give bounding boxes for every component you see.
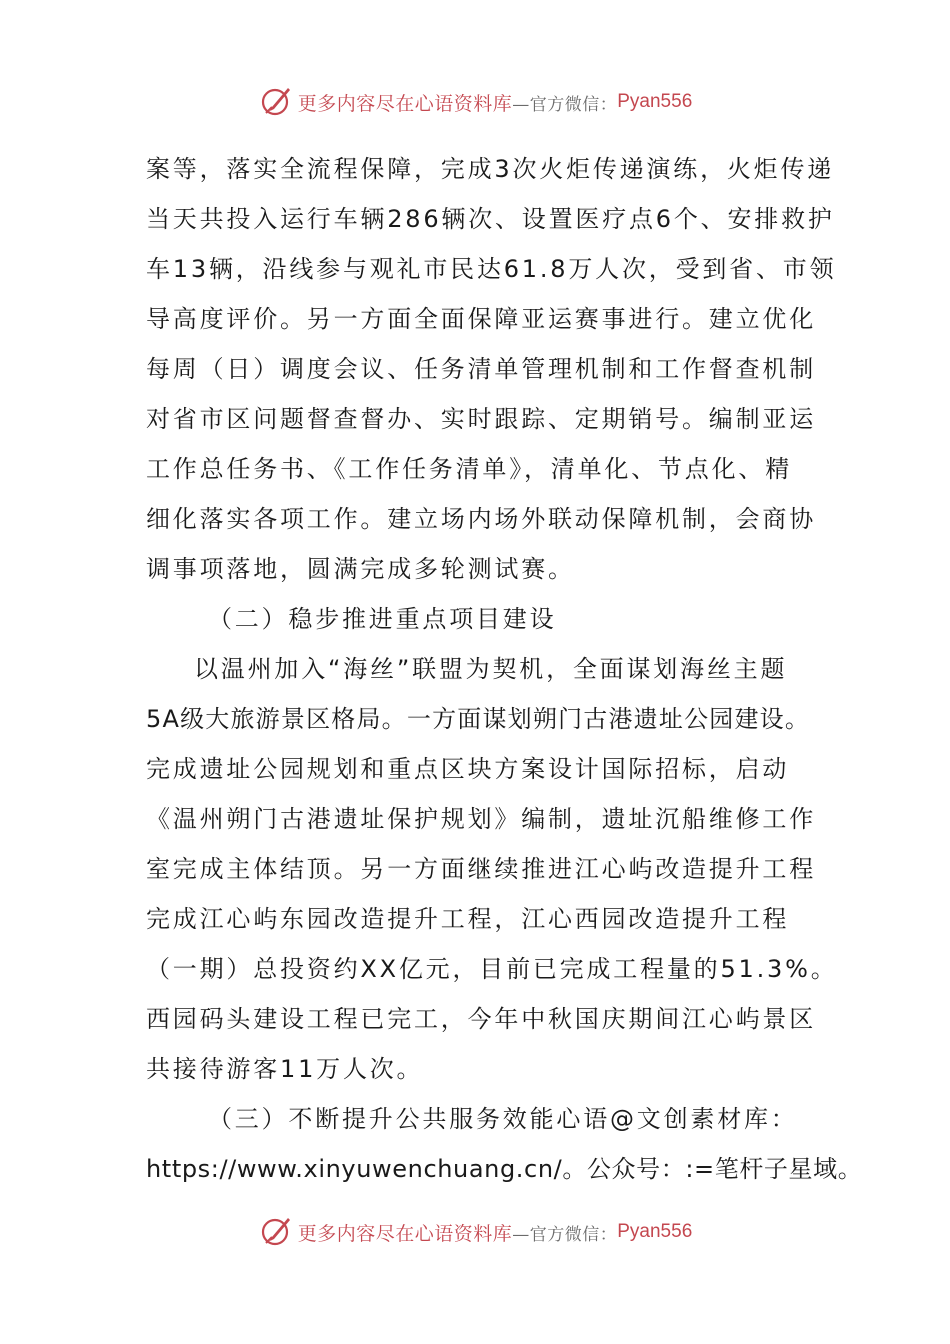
body-line: 每周（日）调度会议、任务清单管理机制和工作督查机制 (146, 355, 816, 383)
document-body (146, 144, 863, 1194)
section-heading: （二）稳步推进重点项目建设 (208, 605, 557, 633)
body-line: 西园码头建设工程已完工，今年中秋国庆期间江心屿景区 (146, 1005, 816, 1033)
header-slogan: 更多内容尽在心语资料库 (297, 92, 513, 115)
section-heading: （三）不断提升公共服务效能心语@文创素材库： (208, 1105, 798, 1133)
body-line: 细化落实各项工作。建立场内场外联动保障机制，会商协 (146, 505, 816, 533)
quill-logo-icon (258, 1215, 292, 1249)
quill-logo-icon (258, 85, 292, 119)
body-line: 导高度评价。另一方面全面保障亚运赛事进行。建立优化 (146, 305, 816, 333)
header-banner (0, 82, 950, 122)
header-wechat-id: Pyan556 (617, 91, 693, 112)
body-line: 共接待游客11万人次。 (146, 1055, 424, 1083)
body-line: 案等，落实全流程保障，完成3次火炬传递演练，火炬传递 (146, 155, 835, 183)
footer-contact-label: —官方微信： (512, 1224, 618, 1245)
body-line: 以温州加入“海丝”联盟为契机，全面谋划海丝主题 (194, 655, 788, 683)
body-line: 室完成主体结顶。另一方面继续推进江心屿改造提升工程 (146, 855, 816, 883)
body-line: 5A级大旅游景区格局。一方面谋划朔门古港遗址公园建设。 (146, 705, 811, 733)
body-line: https://www.xinyuwenchuang.cn/。公众号：:=笔杆子星域。 (146, 1155, 863, 1183)
footer-slogan: 更多内容尽在心语资料库 (297, 1222, 513, 1245)
header-contact-label: —官方微信： (512, 94, 618, 115)
footer-banner (0, 1212, 950, 1252)
body-line: 工作总任务书、《工作任务清单》，清单化、节点化、精 (146, 455, 792, 483)
footer-wechat-id: Pyan556 (617, 1221, 693, 1242)
body-line: 完成遗址公园规划和重点区块方案设计国际招标，启动 (146, 755, 790, 783)
body-line: 对省市区问题督查督办、实时跟踪、定期销号。编制亚运 (146, 405, 816, 433)
body-line: 当天共投入运行车辆286辆次、设置医疗点6个、安排救护 (146, 205, 835, 233)
body-line: 完成江心屿东园改造提升工程，江心西园改造提升工程 (146, 905, 790, 933)
body-line: 《温州朔门古港遗址保护规划》编制，遗址沉船维修工作 (146, 805, 816, 833)
body-line: 调事项落地，圆满完成多轮测试赛。 (146, 555, 575, 583)
body-line: （一期）总投资约XX亿元，目前已完成工程量的51.3%。 (146, 955, 838, 983)
body-line: 车13辆，沿线参与观礼市民达61.8万人次，受到省、市领 (146, 255, 837, 283)
